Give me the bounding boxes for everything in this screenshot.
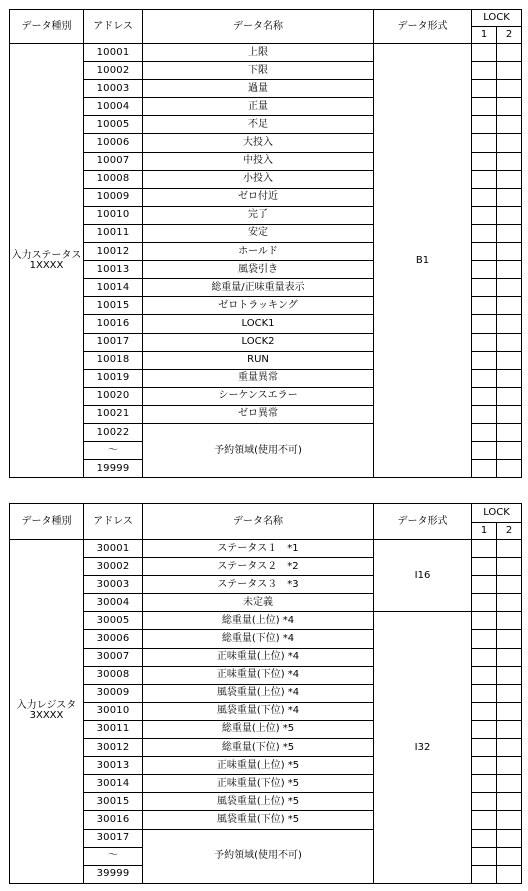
lock-2-cell [497,387,522,405]
lock-1-cell [472,739,497,757]
lock-2-cell [497,793,522,811]
lock-1-cell [472,98,497,116]
data-name-cell: ホールド [143,243,374,261]
header-lock-1: 1 [472,523,497,540]
lock-2-cell [497,757,522,775]
lock-2-cell [497,170,522,188]
address-cell: 19999 [84,460,143,478]
lock-2-cell [497,811,522,829]
address-cell: 10018 [84,351,143,369]
data-name-cell: 過量 [143,80,374,98]
data-format-cell: B1 [374,44,472,478]
lock-1-cell [472,775,497,793]
address-cell: 10005 [84,116,143,134]
lock-1-cell [472,793,497,811]
header-data-name: データ名称 [143,504,374,540]
lock-1-cell [472,297,497,315]
address-cell: 10014 [84,279,143,297]
address-cell: 30005 [84,612,143,630]
data-name-cell: 正味重量(上位) *5 [143,757,374,775]
input-status-table [9,9,522,478]
lock-1-cell [472,630,497,648]
lock-2-cell [497,630,522,648]
lock-1-cell [472,865,497,883]
data-name-cell: LOCK2 [143,333,374,351]
lock-2-cell [497,224,522,242]
address-cell: 30006 [84,630,143,648]
data-name-cell: 風袋重量(上位) *4 [143,684,374,702]
table-body [10,540,522,884]
lock-2-cell [497,442,522,460]
address-cell: 10004 [84,98,143,116]
data-type-code: 3XXXX [29,710,64,722]
header-address: アドレス [84,10,143,44]
lock-2-cell [497,369,522,387]
address-cell: 10019 [84,369,143,387]
lock-2-cell [497,243,522,261]
address-cell: ～ [84,442,143,460]
lock-1-cell [472,423,497,441]
lock-1-cell [472,351,497,369]
lock-2-cell [497,152,522,170]
data-name-cell: ゼロ付近 [143,188,374,206]
data-name-cell: 正味重量(上位) *4 [143,648,374,666]
lock-2-cell [497,648,522,666]
address-cell: 39999 [84,865,143,883]
address-cell: 30008 [84,666,143,684]
data-name-cell: 総重量(上位) *4 [143,612,374,630]
header-lock: LOCK [472,10,522,27]
lock-2-cell [497,134,522,152]
address-cell: 10021 [84,405,143,423]
address-cell: 10001 [84,44,143,62]
data-name-cell: 総重量(下位) *5 [143,739,374,757]
lock-2-cell [497,847,522,865]
lock-1-cell [472,684,497,702]
lock-1-cell [472,442,497,460]
data-type-cell [10,540,84,884]
address-cell: 30002 [84,558,143,576]
lock-2-cell [497,720,522,738]
lock-1-cell [472,811,497,829]
lock-1-cell [472,369,497,387]
address-cell: 10003 [84,80,143,98]
lock-1-cell [472,387,497,405]
lock-1-cell [472,333,497,351]
lock-2-cell [497,44,522,62]
data-name-cell: ステータス２ *2 [143,558,374,576]
lock-2-cell [497,279,522,297]
lock-1-cell [472,576,497,594]
data-name-cell: ゼロトラッキング [143,297,374,315]
data-name-cell: 重量異常 [143,369,374,387]
data-name-cell: ステータス１ *1 [143,540,374,558]
lock-1-cell [472,847,497,865]
data-name-cell: 風袋重量(下位) *4 [143,702,374,720]
address-cell: 10020 [84,387,143,405]
lock-2-cell [497,261,522,279]
data-type-cell [10,44,84,478]
lock-1-cell [472,80,497,98]
lock-1-cell [472,720,497,738]
data-type-label: 入力ステータス [11,249,82,261]
data-name-cell: 総重量(上位) *5 [143,720,374,738]
address-cell: 10011 [84,224,143,242]
data-name-cell: LOCK1 [143,315,374,333]
address-cell: 30012 [84,739,143,757]
lock-2-cell [497,333,522,351]
data-name-cell: 風袋引き [143,261,374,279]
lock-1-cell [472,224,497,242]
data-name-cell: 総重量(下位) *4 [143,630,374,648]
lock-1-cell [472,648,497,666]
lock-2-cell [497,684,522,702]
data-name-cell: 中投入 [143,152,374,170]
header-lock-1: 1 [472,27,497,44]
address-cell: 30001 [84,540,143,558]
header-data-name: データ名称 [143,10,374,44]
header-data-type: データ種別 [10,10,84,44]
lock-1-cell [472,116,497,134]
lock-1-cell [472,315,497,333]
lock-1-cell [472,702,497,720]
lock-2-cell [497,576,522,594]
address-cell: 10022 [84,423,143,441]
reserved-name-cell: 予約領域(使用不可) [143,829,374,883]
address-cell: 30017 [84,829,143,847]
address-cell: 10007 [84,152,143,170]
lock-2-cell [497,405,522,423]
lock-1-cell [472,279,497,297]
data-name-cell: 上限 [143,44,374,62]
data-type-label: 入力レジスタ [16,700,77,712]
lock-1-cell [472,170,497,188]
lock-2-cell [497,865,522,883]
header-lock: LOCK [472,504,522,523]
lock-2-cell [497,558,522,576]
header-lock-2: 2 [497,523,522,540]
lock-2-cell [497,315,522,333]
data-name-cell: 正量 [143,98,374,116]
data-name-cell: 風袋重量(上位) *5 [143,793,374,811]
lock-2-cell [497,829,522,847]
data-name-cell: 未定義 [143,594,374,612]
lock-2-cell [497,775,522,793]
lock-1-cell [472,405,497,423]
table-row [10,612,522,630]
lock-2-cell [497,666,522,684]
lock-2-cell [497,351,522,369]
lock-2-cell [497,188,522,206]
lock-2-cell [497,80,522,98]
data-name-cell: 小投入 [143,170,374,188]
lock-1-cell [472,460,497,478]
lock-2-cell [497,739,522,757]
lock-1-cell [472,62,497,80]
lock-1-cell [472,44,497,62]
address-cell: ～ [84,847,143,865]
lock-1-cell [472,134,497,152]
header-lock-2: 2 [497,27,522,44]
lock-2-cell [497,297,522,315]
lock-1-cell [472,558,497,576]
lock-2-cell [497,62,522,80]
header-data-type: データ種別 [10,504,84,540]
data-name-cell: 不足 [143,116,374,134]
table-row [10,540,522,558]
lock-1-cell [472,152,497,170]
address-cell: 30013 [84,757,143,775]
lock-1-cell [472,594,497,612]
lock-1-cell [472,757,497,775]
address-cell: 30007 [84,648,143,666]
address-cell: 30004 [84,594,143,612]
address-cell: 30009 [84,684,143,702]
address-cell: 10009 [84,188,143,206]
header-data-format: データ形式 [374,10,472,44]
header-data-format: データ形式 [374,504,472,540]
lock-1-cell [472,188,497,206]
data-name-cell: 完了 [143,206,374,224]
data-name-cell: RUN [143,351,374,369]
data-name-cell: 大投入 [143,134,374,152]
lock-2-cell [497,98,522,116]
data-name-cell: シーケンスエラー [143,387,374,405]
address-cell: 30014 [84,775,143,793]
data-name-cell: 安定 [143,224,374,242]
lock-1-cell [472,540,497,558]
lock-1-cell [472,206,497,224]
lock-1-cell [472,261,497,279]
lock-1-cell [472,829,497,847]
data-name-cell: ステータス３ *3 [143,576,374,594]
address-cell: 30003 [84,576,143,594]
lock-2-cell [497,612,522,630]
lock-2-cell [497,702,522,720]
input-register-table [9,503,522,884]
data-name-cell: 風袋重量(下位) *5 [143,811,374,829]
lock-2-cell [497,423,522,441]
data-type-code: 1XXXX [29,259,64,271]
address-cell: 30015 [84,793,143,811]
address-cell: 10016 [84,315,143,333]
table-body [10,44,522,478]
lock-2-cell [497,594,522,612]
table-row [10,44,522,62]
address-cell: 10008 [84,170,143,188]
address-cell: 10015 [84,297,143,315]
lock-2-cell [497,206,522,224]
lock-1-cell [472,612,497,630]
address-cell: 30011 [84,720,143,738]
header-address: アドレス [84,504,143,540]
address-cell: 10013 [84,261,143,279]
address-cell: 10006 [84,134,143,152]
data-name-cell: ゼロ異常 [143,405,374,423]
data-name-cell: 正味重量(下位) *5 [143,775,374,793]
address-cell: 10002 [84,62,143,80]
lock-1-cell [472,243,497,261]
data-format-cell: I32 [374,612,472,883]
data-name-cell: 総重量/正味重量表示 [143,279,374,297]
data-name-cell: 正味重量(下位) *4 [143,666,374,684]
data-name-cell: 下限 [143,62,374,80]
address-cell: 30010 [84,702,143,720]
lock-2-cell [497,116,522,134]
lock-2-cell [497,540,522,558]
lock-1-cell [472,666,497,684]
lock-2-cell [497,460,522,478]
address-cell: 10010 [84,206,143,224]
address-cell: 10017 [84,333,143,351]
address-cell: 30016 [84,811,143,829]
reserved-name-cell: 予約領域(使用不可) [143,423,374,477]
address-cell: 10012 [84,243,143,261]
data-format-cell: I16 [374,540,472,612]
